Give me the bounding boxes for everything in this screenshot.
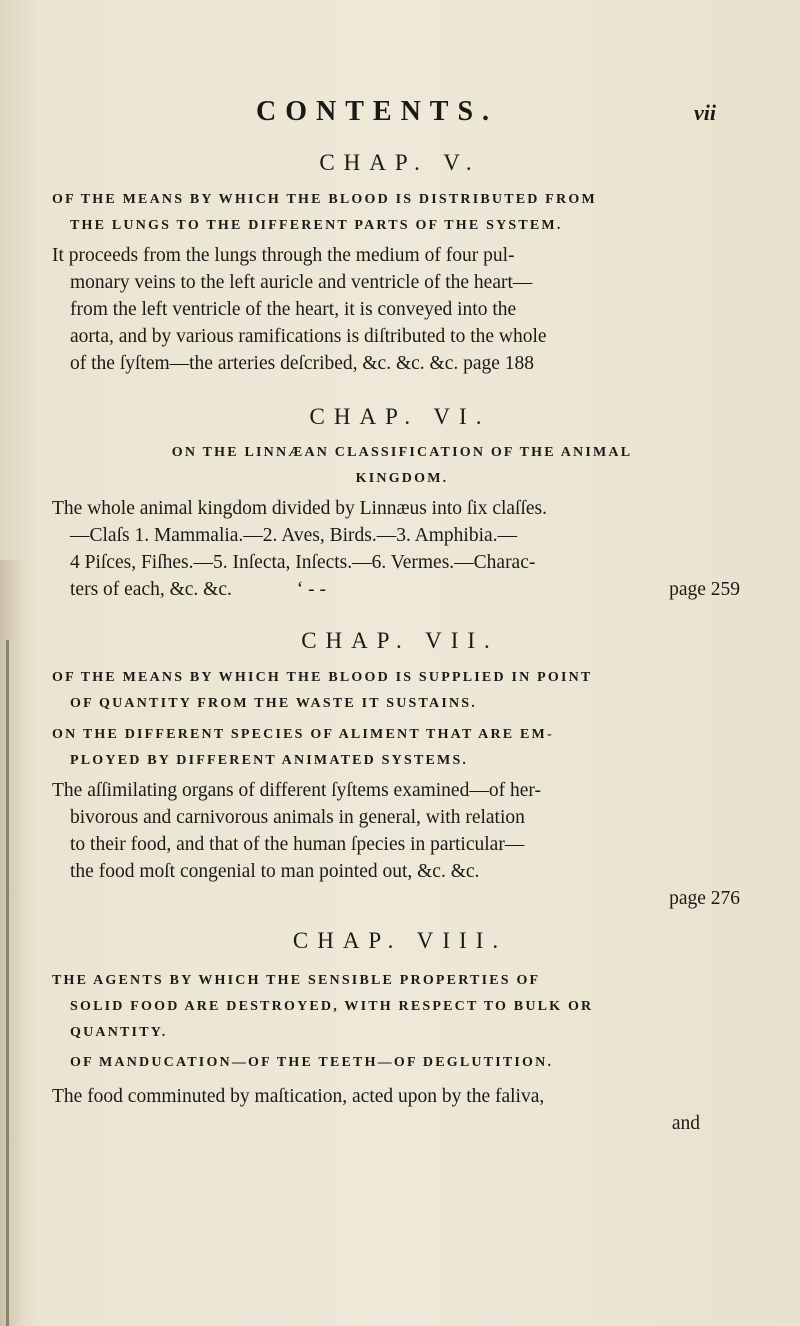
subheading-line: PLOYED BY DIFFERENT ANIMATED SYSTEMS. [70,753,469,768]
heading-line: QUANTITY. [70,1025,168,1040]
page-reference: page 259 [669,579,740,600]
page-number: vii [694,100,716,125]
chapter-title: CHAP. VIII. [292,928,508,953]
summary-line: aorta, and by various ramifications is diſtributed to the whole [70,326,547,347]
summary-line: bivorous and carnivorous animals in general, with relation [70,807,525,828]
summary-line: monary veins to the left auricle and ventricle of the heart— [70,272,533,293]
subheading-line: ON THE DIFFERENT SPECIES OF ALIMENT THAT ARE EM- [52,727,554,742]
chapter-title: CHAP. V. [319,150,481,175]
chapter-heading [52,665,752,717]
heading-line: THE AGENTS BY WHICH THE SENSIBLE PROPERTIES OF [52,973,541,988]
chapter-subheading [52,722,752,774]
page-header [0,96,800,136]
summary-line: 4 Piſces, Fiſhes.—5. Inſecta, Inſects.—6. Vermes.—Charac- [70,552,536,573]
page-reference: page 276 [669,888,740,909]
summary-line: It proceeds from the lungs through the medium of four pul- [52,245,515,266]
chapter-summary [52,495,752,603]
summary-line: The whole animal kingdom divided by Linnæus into ſix claſſes. [52,498,548,519]
chapter-summary [52,777,752,912]
heading-line: OF THE MEANS BY WHICH THE BLOOD IS DISTRIBUTED FROM [52,192,597,207]
summary-line: The aſſimilating organs of different ſyſtems examined—of her- [52,780,541,801]
leader-dashes: ‘ - - [296,579,326,600]
chapter-title: CHAP. VII. [301,628,499,653]
summary-line: The food comminuted by maſtication, acted upon by the faliva, [52,1086,545,1107]
chapter-heading [52,187,752,239]
chapter-summary [52,1083,752,1137]
chapter-title: CHAP. VI. [309,404,491,429]
chapter-heading [52,440,752,492]
running-head: CONTENTS. [256,96,499,127]
chapter-subheading [52,1050,752,1076]
heading-line: OF QUANTITY FROM THE WASTE IT SUSTAINS. [70,696,477,711]
summary-text: ters of each, &c. &c. [70,579,232,600]
heading-line: OF THE MEANS BY WHICH THE BLOOD IS SUPPLIED IN POINT [52,670,593,685]
summary-line: the food moſt congenial to man pointed out, &c. &c. [70,861,480,882]
summary-line: from the left ventricle of the heart, it is conveyed into the [70,299,517,320]
summary-line [52,576,752,603]
chapter-heading [52,968,752,1046]
chapter-summary [52,242,752,377]
summary-line: —Claſs 1. Mammalia.—2. Aves, Birds.—3. Amphibia.— [70,525,518,546]
subheading-line: OF MANDUCATION—OF THE TEETH—OF DEGLUTITION. [70,1055,554,1070]
page-binding-edge [6,640,9,1326]
heading-line: KINGDOM. [355,471,449,486]
summary-line: to their food, and that of the human ſpecies in particular— [70,834,525,855]
heading-line: THE LUNGS TO THE DIFFERENT PARTS OF THE SYSTEM. [70,218,563,233]
heading-line: SOLID FOOD ARE DESTROYED, WITH RESPECT TO BULK OR [70,999,594,1014]
summary-line: of the ſyſtem—the arteries deſcribed, &c. &c. &c. page 188 [70,353,535,374]
heading-line: ON THE LINNÆAN CLASSIFICATION OF THE ANIMAL [171,445,633,460]
catchword: and [671,1113,700,1134]
